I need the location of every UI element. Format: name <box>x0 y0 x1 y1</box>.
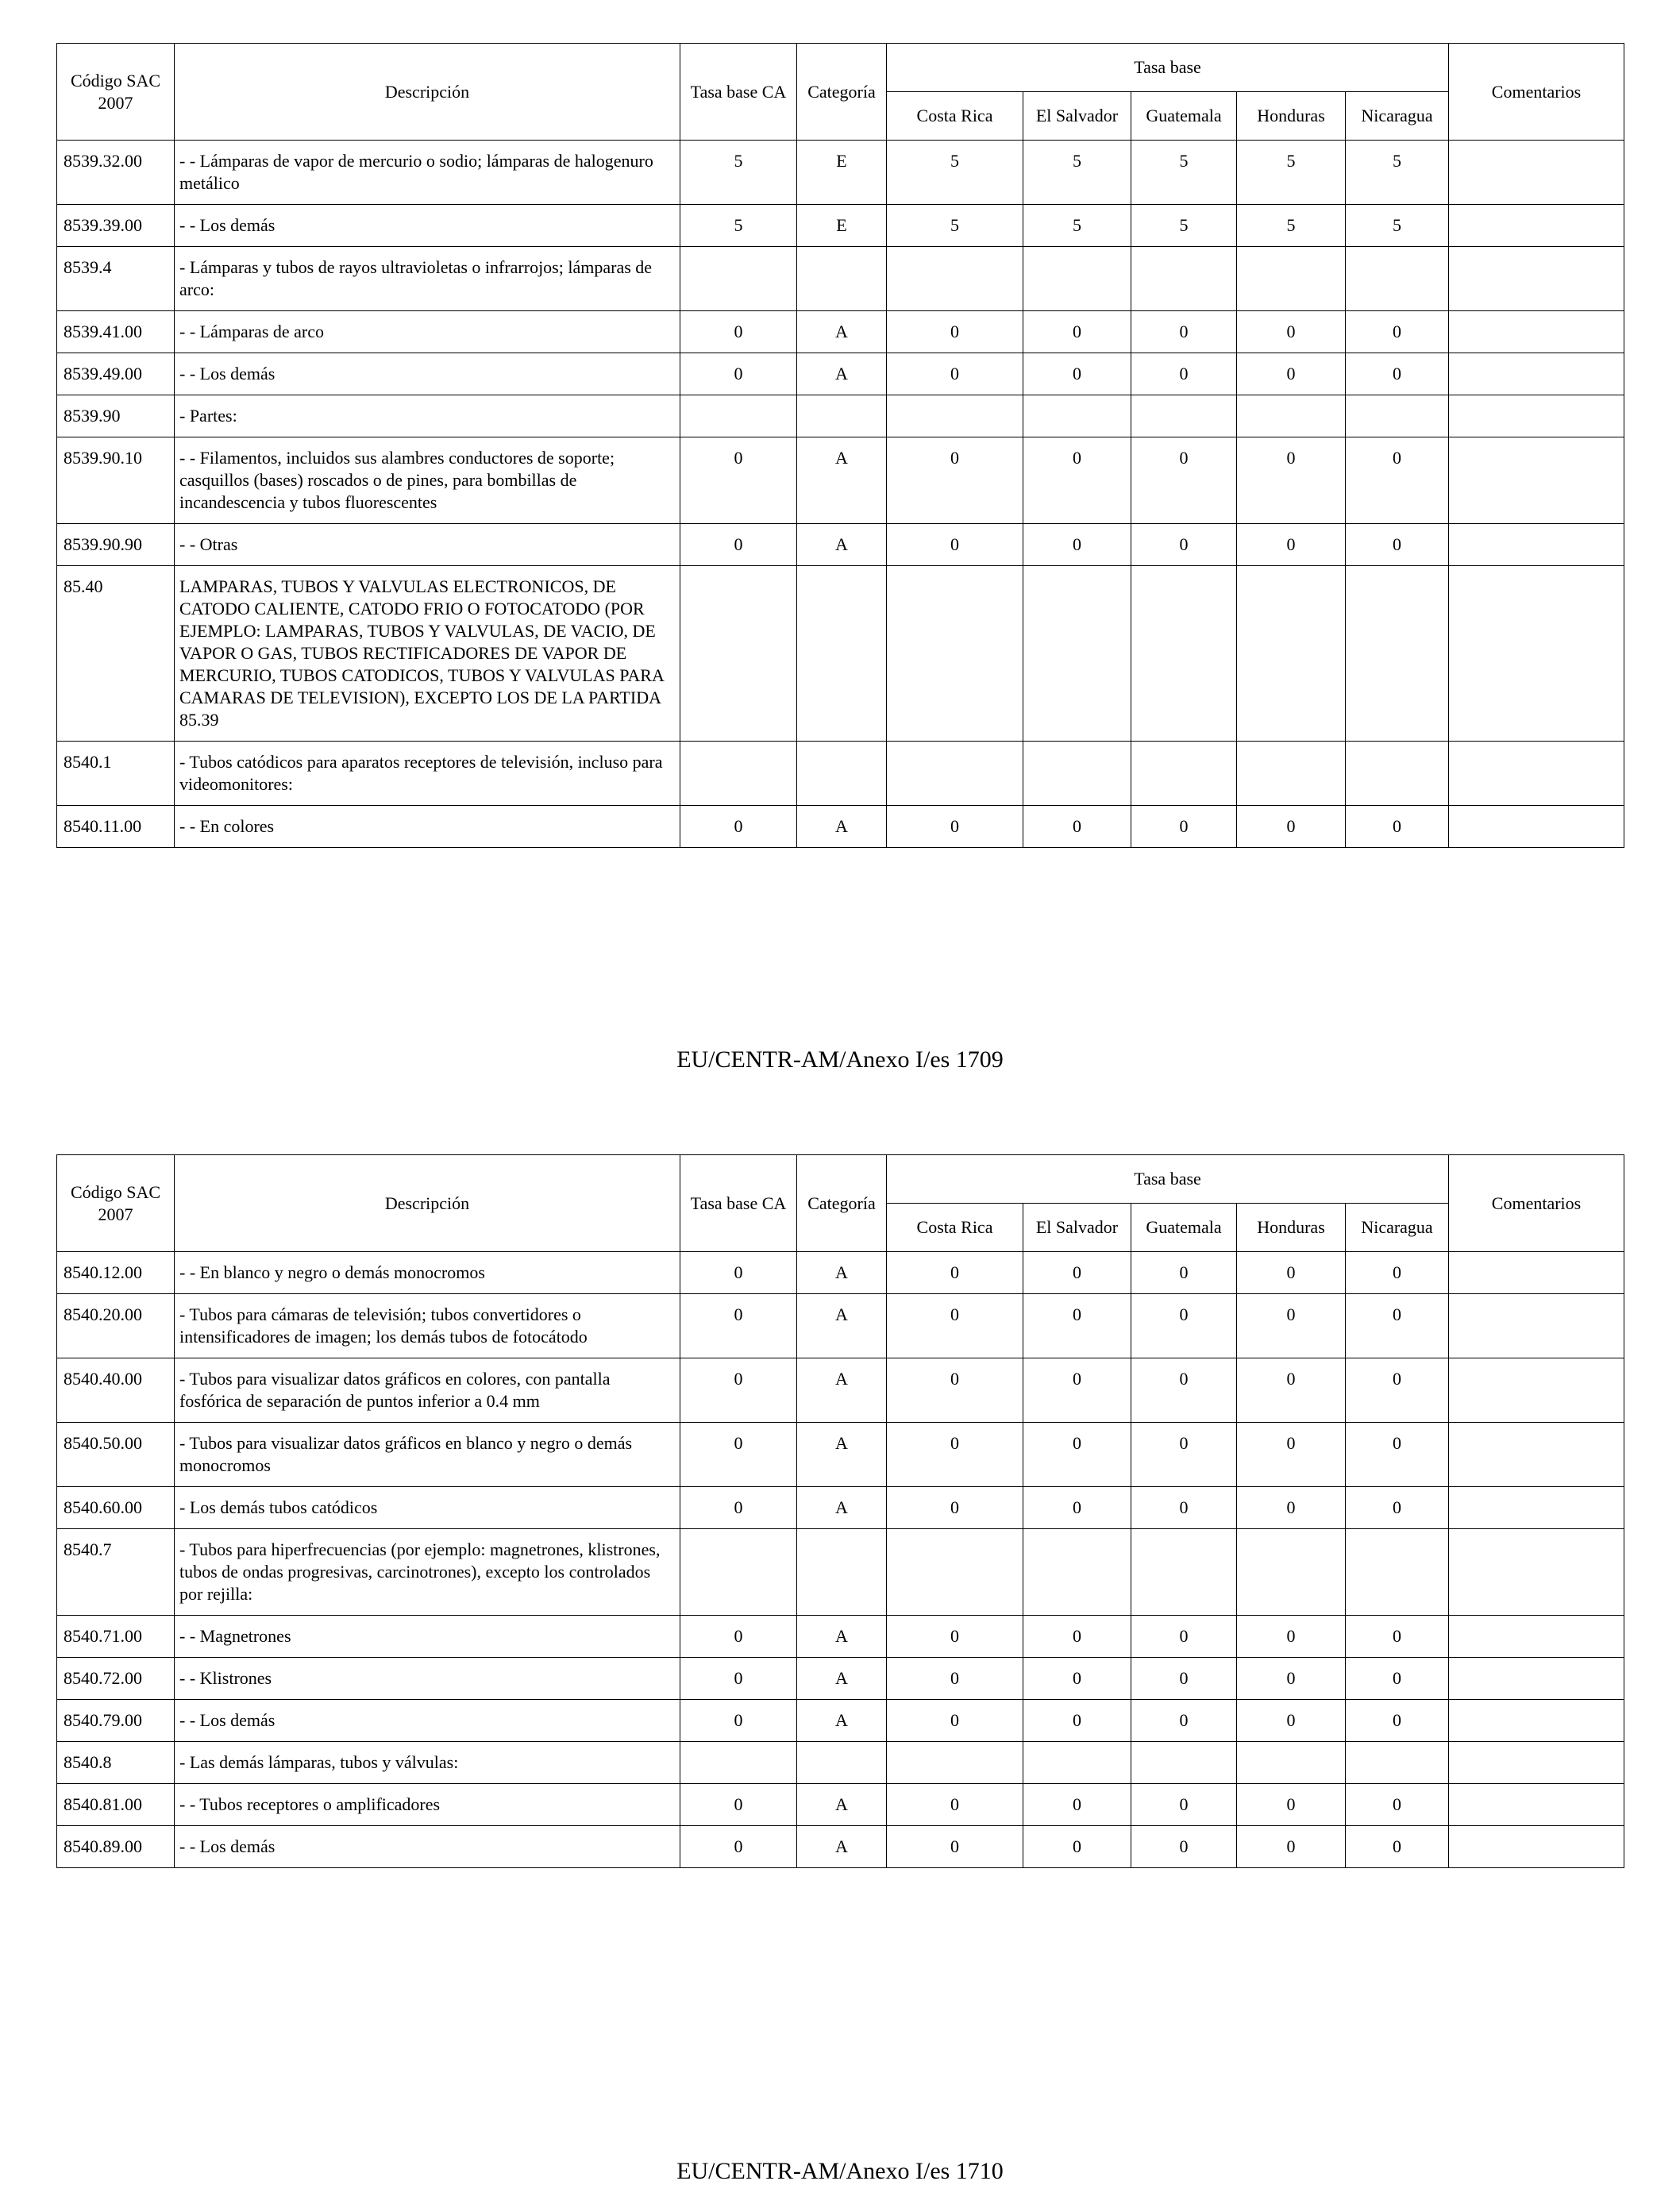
cell-base-rate-ca: 0 <box>680 1616 797 1658</box>
table-body <box>57 141 1624 848</box>
cell-comments <box>1449 353 1624 395</box>
cell-el-salvador: 0 <box>1023 1487 1131 1529</box>
cell-nicaragua <box>1346 566 1449 742</box>
cell-code: 8540.1 <box>57 742 175 806</box>
cell-code: 8539.49.00 <box>57 353 175 395</box>
cell-honduras: 5 <box>1237 141 1346 205</box>
table-row <box>57 742 1624 806</box>
cell-comments <box>1449 1423 1624 1487</box>
table-row <box>57 1423 1624 1487</box>
cell-el-salvador: 0 <box>1023 1423 1131 1487</box>
header-base-rate: Tasa base <box>887 1155 1449 1204</box>
cell-code: 8539.41.00 <box>57 311 175 353</box>
cell-base-rate-ca <box>680 742 797 806</box>
cell-comments <box>1449 395 1624 437</box>
cell-honduras <box>1237 566 1346 742</box>
table-row <box>57 1252 1624 1294</box>
cell-honduras: 0 <box>1237 311 1346 353</box>
cell-nicaragua: 5 <box>1346 141 1449 205</box>
header-category: Categoría <box>797 1155 887 1252</box>
cell-costa-rica: 0 <box>887 1423 1023 1487</box>
cell-description: - Lámparas y tubos de rayos ultravioletas o infrarrojos; lámparas de arco: <box>175 247 680 311</box>
cell-category <box>797 1529 887 1616</box>
cell-description: - - Los demás <box>175 205 680 247</box>
cell-nicaragua <box>1346 395 1449 437</box>
header-code: Código SAC 2007 <box>57 1155 175 1252</box>
table-row <box>57 1826 1624 1868</box>
cell-nicaragua: 5 <box>1346 205 1449 247</box>
cell-honduras <box>1237 742 1346 806</box>
cell-code: 8540.81.00 <box>57 1784 175 1826</box>
table-body <box>57 1252 1624 1868</box>
cell-costa-rica: 0 <box>887 1252 1023 1294</box>
cell-honduras: 0 <box>1237 1358 1346 1423</box>
cell-el-salvador: 0 <box>1023 1658 1131 1700</box>
cell-description: - Tubos para cámaras de televisión; tubos convertidores o intensificadores de imagen; los demás tubos de fotocátodo <box>175 1294 680 1358</box>
cell-honduras: 0 <box>1237 1252 1346 1294</box>
cell-description: - - En blanco y negro o demás monocromos <box>175 1252 680 1294</box>
table-row <box>57 1294 1624 1358</box>
table-row <box>57 1700 1624 1742</box>
cell-el-salvador: 0 <box>1023 1700 1131 1742</box>
cell-costa-rica: 0 <box>887 524 1023 566</box>
cell-guatemala: 0 <box>1131 1358 1237 1423</box>
cell-honduras: 0 <box>1237 437 1346 524</box>
cell-el-salvador: 0 <box>1023 311 1131 353</box>
cell-nicaragua <box>1346 1742 1449 1784</box>
cell-category: A <box>797 1700 887 1742</box>
cell-description: - Las demás lámparas, tubos y válvulas: <box>175 1742 680 1784</box>
cell-base-rate-ca: 0 <box>680 1252 797 1294</box>
cell-guatemala: 0 <box>1131 1294 1237 1358</box>
cell-code: 8540.79.00 <box>57 1700 175 1742</box>
cell-description: - - Klistrones <box>175 1658 680 1700</box>
cell-honduras <box>1237 1742 1346 1784</box>
cell-comments <box>1449 524 1624 566</box>
cell-honduras: 0 <box>1237 1700 1346 1742</box>
cell-code: 8539.4 <box>57 247 175 311</box>
cell-comments <box>1449 1700 1624 1742</box>
table-row <box>57 524 1624 566</box>
cell-description: - Tubos para visualizar datos gráficos en blanco y negro o demás monocromos <box>175 1423 680 1487</box>
cell-nicaragua <box>1346 1529 1449 1616</box>
cell-category: A <box>797 1294 887 1358</box>
cell-nicaragua <box>1346 247 1449 311</box>
header-code: Código SAC 2007 <box>57 44 175 141</box>
cell-costa-rica: 0 <box>887 1358 1023 1423</box>
cell-base-rate-ca: 5 <box>680 205 797 247</box>
table-row <box>57 566 1624 742</box>
cell-comments <box>1449 1658 1624 1700</box>
table-row <box>57 1658 1624 1700</box>
cell-costa-rica: 0 <box>887 1826 1023 1868</box>
cell-comments <box>1449 1826 1624 1868</box>
cell-description: - - Los demás <box>175 1826 680 1868</box>
cell-guatemala <box>1131 1742 1237 1784</box>
cell-base-rate-ca <box>680 1529 797 1616</box>
cell-el-salvador: 5 <box>1023 205 1131 247</box>
cell-base-rate-ca: 5 <box>680 141 797 205</box>
cell-description: - - Tubos receptores o amplificadores <box>175 1784 680 1826</box>
cell-code: 8540.40.00 <box>57 1358 175 1423</box>
cell-guatemala: 0 <box>1131 1423 1237 1487</box>
cell-costa-rica <box>887 395 1023 437</box>
cell-description: LAMPARAS, TUBOS Y VALVULAS ELECTRONICOS, DE CATODO CALIENTE, CATODO FRIO O FOTOCATODO (POR EJEMPLO: LAMPARAS, TUBOS Y VALVULAS, DE VACIO, DE VAPOR O GAS, TUBOS RECTIFICADORES DE VAPOR DE MERCURIO, TUBOS CATODICOS, TUBOS Y VALVULAS PARA CAMARAS DE TELEVISION), EXCEPTO LOS DE LA PARTIDA 85.39 <box>175 566 680 742</box>
cell-code: 8540.72.00 <box>57 1658 175 1700</box>
cell-description: - - Lámparas de vapor de mercurio o sodio; lámparas de halogenuro metálico <box>175 141 680 205</box>
cell-honduras: 0 <box>1237 1826 1346 1868</box>
cell-category: A <box>797 353 887 395</box>
page-footer: EU/CENTR-AM/Anexo I/es 1709 <box>676 1046 1004 1073</box>
cell-base-rate-ca: 0 <box>680 1658 797 1700</box>
cell-category <box>797 247 887 311</box>
cell-description: - Partes: <box>175 395 680 437</box>
cell-category <box>797 1742 887 1784</box>
cell-el-salvador: 0 <box>1023 1826 1131 1868</box>
cell-comments <box>1449 1616 1624 1658</box>
cell-description: - - Filamentos, incluidos sus alambres conductores de soporte; casquillos (bases) roscados o de pines, para bombillas de incandescencia y tubos fluorescentes <box>175 437 680 524</box>
cell-honduras: 0 <box>1237 1658 1346 1700</box>
cell-nicaragua <box>1346 742 1449 806</box>
table-row <box>57 1784 1624 1826</box>
cell-guatemala: 0 <box>1131 1252 1237 1294</box>
cell-costa-rica <box>887 1742 1023 1784</box>
cell-base-rate-ca: 0 <box>680 1700 797 1742</box>
cell-costa-rica: 0 <box>887 1700 1023 1742</box>
cell-guatemala: 0 <box>1131 1700 1237 1742</box>
cell-category: A <box>797 1487 887 1529</box>
cell-guatemala: 0 <box>1131 1487 1237 1529</box>
cell-base-rate-ca: 0 <box>680 311 797 353</box>
cell-honduras: 0 <box>1237 806 1346 848</box>
cell-code: 8540.11.00 <box>57 806 175 848</box>
cell-el-salvador: 0 <box>1023 437 1131 524</box>
cell-category: A <box>797 1826 887 1868</box>
cell-code: 8539.39.00 <box>57 205 175 247</box>
cell-el-salvador: 0 <box>1023 1784 1131 1826</box>
header-nicaragua: Nicaragua <box>1346 1204 1449 1252</box>
cell-description: - - Lámparas de arco <box>175 311 680 353</box>
cell-costa-rica: 0 <box>887 1294 1023 1358</box>
cell-nicaragua: 0 <box>1346 1487 1449 1529</box>
cell-costa-rica: 0 <box>887 311 1023 353</box>
cell-base-rate-ca: 0 <box>680 1826 797 1868</box>
cell-code: 8539.90.10 <box>57 437 175 524</box>
page-footer: EU/CENTR-AM/Anexo I/es 1710 <box>676 2158 1004 2184</box>
cell-costa-rica <box>887 247 1023 311</box>
header-base-rate-ca: Tasa base CA <box>680 1155 797 1252</box>
cell-comments <box>1449 806 1624 848</box>
cell-guatemala: 0 <box>1131 524 1237 566</box>
cell-code: 8539.90 <box>57 395 175 437</box>
header-el-salvador: El Salvador <box>1023 1204 1131 1252</box>
tariff-table-page-1 <box>56 43 1624 848</box>
cell-guatemala <box>1131 742 1237 806</box>
cell-category: A <box>797 806 887 848</box>
cell-el-salvador: 0 <box>1023 1252 1131 1294</box>
cell-description: - Tubos catódicos para aparatos receptores de televisión, incluso para videomonitores: <box>175 742 680 806</box>
cell-base-rate-ca: 0 <box>680 1487 797 1529</box>
cell-costa-rica: 5 <box>887 141 1023 205</box>
cell-guatemala: 0 <box>1131 806 1237 848</box>
cell-code: 8539.32.00 <box>57 141 175 205</box>
tariff-table-page-2 <box>56 1154 1624 1868</box>
cell-base-rate-ca: 0 <box>680 1423 797 1487</box>
cell-nicaragua: 0 <box>1346 1700 1449 1742</box>
table-row <box>57 247 1624 311</box>
cell-nicaragua: 0 <box>1346 806 1449 848</box>
cell-category: E <box>797 205 887 247</box>
cell-costa-rica <box>887 742 1023 806</box>
cell-comments <box>1449 1358 1624 1423</box>
cell-description: - - Los demás <box>175 353 680 395</box>
cell-guatemala: 0 <box>1131 1658 1237 1700</box>
table-row <box>57 437 1624 524</box>
cell-guatemala <box>1131 566 1237 742</box>
cell-category: A <box>797 1658 887 1700</box>
cell-guatemala <box>1131 395 1237 437</box>
cell-category: A <box>797 1252 887 1294</box>
cell-nicaragua: 0 <box>1346 1784 1449 1826</box>
cell-code: 8540.7 <box>57 1529 175 1616</box>
cell-code: 8540.50.00 <box>57 1423 175 1487</box>
cell-base-rate-ca <box>680 247 797 311</box>
cell-comments <box>1449 1784 1624 1826</box>
cell-comments <box>1449 1252 1624 1294</box>
cell-costa-rica: 0 <box>887 437 1023 524</box>
cell-base-rate-ca: 0 <box>680 1358 797 1423</box>
cell-costa-rica: 0 <box>887 806 1023 848</box>
cell-nicaragua: 0 <box>1346 437 1449 524</box>
cell-honduras: 0 <box>1237 1487 1346 1529</box>
cell-base-rate-ca: 0 <box>680 353 797 395</box>
table-row <box>57 1616 1624 1658</box>
cell-honduras: 0 <box>1237 1423 1346 1487</box>
cell-comments <box>1449 247 1624 311</box>
cell-honduras <box>1237 247 1346 311</box>
cell-el-salvador: 0 <box>1023 1358 1131 1423</box>
cell-nicaragua: 0 <box>1346 1358 1449 1423</box>
cell-code: 8540.8 <box>57 1742 175 1784</box>
cell-guatemala <box>1131 1529 1237 1616</box>
cell-code: 85.40 <box>57 566 175 742</box>
cell-honduras: 0 <box>1237 524 1346 566</box>
cell-code: 8540.89.00 <box>57 1826 175 1868</box>
cell-category <box>797 566 887 742</box>
cell-description: - Tubos para hiperfrecuencias (por ejemplo: magnetrones, klistrones, tubos de ondas progresivas, carcinotrones), excepto los controlados por rejilla: <box>175 1529 680 1616</box>
cell-honduras <box>1237 1529 1346 1616</box>
cell-nicaragua: 0 <box>1346 524 1449 566</box>
cell-nicaragua: 0 <box>1346 1658 1449 1700</box>
cell-el-salvador <box>1023 1529 1131 1616</box>
cell-el-salvador <box>1023 247 1131 311</box>
cell-comments <box>1449 1487 1624 1529</box>
cell-category: A <box>797 437 887 524</box>
header-nicaragua: Nicaragua <box>1346 92 1449 141</box>
cell-category <box>797 742 887 806</box>
cell-category: A <box>797 1784 887 1826</box>
cell-honduras: 5 <box>1237 205 1346 247</box>
cell-comments <box>1449 311 1624 353</box>
header-guatemala: Guatemala <box>1131 92 1237 141</box>
header-base-rate: Tasa base <box>887 44 1449 92</box>
header-guatemala: Guatemala <box>1131 1204 1237 1252</box>
cell-category <box>797 395 887 437</box>
cell-description: - - Los demás <box>175 1700 680 1742</box>
cell-code: 8539.90.90 <box>57 524 175 566</box>
cell-el-salvador <box>1023 1742 1131 1784</box>
cell-costa-rica: 0 <box>887 1658 1023 1700</box>
cell-honduras: 0 <box>1237 1784 1346 1826</box>
header-description: Descripción <box>175 1155 680 1252</box>
cell-guatemala: 0 <box>1131 1616 1237 1658</box>
cell-guatemala: 0 <box>1131 1826 1237 1868</box>
cell-comments <box>1449 1529 1624 1616</box>
cell-base-rate-ca <box>680 566 797 742</box>
cell-nicaragua: 0 <box>1346 1423 1449 1487</box>
cell-description: - Los demás tubos catódicos <box>175 1487 680 1529</box>
table-row <box>57 311 1624 353</box>
cell-category: A <box>797 524 887 566</box>
table-row <box>57 1529 1624 1616</box>
cell-nicaragua: 0 <box>1346 1294 1449 1358</box>
cell-el-salvador <box>1023 742 1131 806</box>
cell-costa-rica: 0 <box>887 1784 1023 1826</box>
cell-base-rate-ca: 0 <box>680 524 797 566</box>
cell-code: 8540.60.00 <box>57 1487 175 1529</box>
cell-honduras: 0 <box>1237 353 1346 395</box>
cell-category: A <box>797 1358 887 1423</box>
table-row <box>57 1358 1624 1423</box>
cell-el-salvador <box>1023 566 1131 742</box>
header-comments: Comentarios <box>1449 44 1624 141</box>
cell-honduras: 0 <box>1237 1294 1346 1358</box>
table-row <box>57 1487 1624 1529</box>
table-row <box>57 1742 1624 1784</box>
header-description: Descripción <box>175 44 680 141</box>
cell-comments <box>1449 437 1624 524</box>
table-row <box>57 141 1624 205</box>
cell-category: A <box>797 1423 887 1487</box>
header-category: Categoría <box>797 44 887 141</box>
cell-comments <box>1449 566 1624 742</box>
cell-description: - - Otras <box>175 524 680 566</box>
cell-comments <box>1449 1294 1624 1358</box>
cell-comments <box>1449 205 1624 247</box>
cell-base-rate-ca: 0 <box>680 437 797 524</box>
cell-nicaragua: 0 <box>1346 311 1449 353</box>
cell-code: 8540.20.00 <box>57 1294 175 1358</box>
cell-el-salvador: 0 <box>1023 1294 1131 1358</box>
cell-costa-rica <box>887 1529 1023 1616</box>
cell-el-salvador: 0 <box>1023 524 1131 566</box>
header-costa-rica: Costa Rica <box>887 92 1023 141</box>
cell-base-rate-ca: 0 <box>680 1294 797 1358</box>
cell-costa-rica: 0 <box>887 1487 1023 1529</box>
table-row <box>57 395 1624 437</box>
header-honduras: Honduras <box>1237 92 1346 141</box>
cell-nicaragua: 0 <box>1346 1616 1449 1658</box>
cell-costa-rica: 0 <box>887 1616 1023 1658</box>
cell-nicaragua: 0 <box>1346 1826 1449 1868</box>
cell-honduras: 0 <box>1237 1616 1346 1658</box>
header-honduras: Honduras <box>1237 1204 1346 1252</box>
cell-el-salvador: 0 <box>1023 1616 1131 1658</box>
cell-code: 8540.71.00 <box>57 1616 175 1658</box>
cell-description: - - Magnetrones <box>175 1616 680 1658</box>
cell-base-rate-ca: 0 <box>680 806 797 848</box>
cell-costa-rica <box>887 566 1023 742</box>
cell-guatemala <box>1131 247 1237 311</box>
cell-el-salvador: 0 <box>1023 353 1131 395</box>
cell-base-rate-ca <box>680 395 797 437</box>
cell-guatemala: 0 <box>1131 437 1237 524</box>
table-row <box>57 205 1624 247</box>
cell-category: E <box>797 141 887 205</box>
header-el-salvador: El Salvador <box>1023 92 1131 141</box>
cell-comments <box>1449 742 1624 806</box>
cell-category: A <box>797 1616 887 1658</box>
cell-costa-rica: 0 <box>887 353 1023 395</box>
cell-el-salvador: 5 <box>1023 141 1131 205</box>
cell-description: - Tubos para visualizar datos gráficos en colores, con pantalla fosfórica de separación de puntos inferior a 0.4 mm <box>175 1358 680 1423</box>
cell-guatemala: 5 <box>1131 205 1237 247</box>
cell-description: - - En colores <box>175 806 680 848</box>
cell-nicaragua: 0 <box>1346 1252 1449 1294</box>
header-base-rate-ca: Tasa base CA <box>680 44 797 141</box>
cell-base-rate-ca <box>680 1742 797 1784</box>
cell-category: A <box>797 311 887 353</box>
header-costa-rica: Costa Rica <box>887 1204 1023 1252</box>
table-row <box>57 353 1624 395</box>
cell-code: 8540.12.00 <box>57 1252 175 1294</box>
cell-guatemala: 0 <box>1131 311 1237 353</box>
cell-comments <box>1449 1742 1624 1784</box>
cell-el-salvador: 0 <box>1023 806 1131 848</box>
cell-costa-rica: 5 <box>887 205 1023 247</box>
table-row <box>57 806 1624 848</box>
cell-guatemala: 0 <box>1131 353 1237 395</box>
cell-el-salvador <box>1023 395 1131 437</box>
header-comments: Comentarios <box>1449 1155 1624 1252</box>
cell-guatemala: 5 <box>1131 141 1237 205</box>
cell-guatemala: 0 <box>1131 1784 1237 1826</box>
cell-nicaragua: 0 <box>1346 353 1449 395</box>
cell-base-rate-ca: 0 <box>680 1784 797 1826</box>
cell-comments <box>1449 141 1624 205</box>
cell-honduras <box>1237 395 1346 437</box>
